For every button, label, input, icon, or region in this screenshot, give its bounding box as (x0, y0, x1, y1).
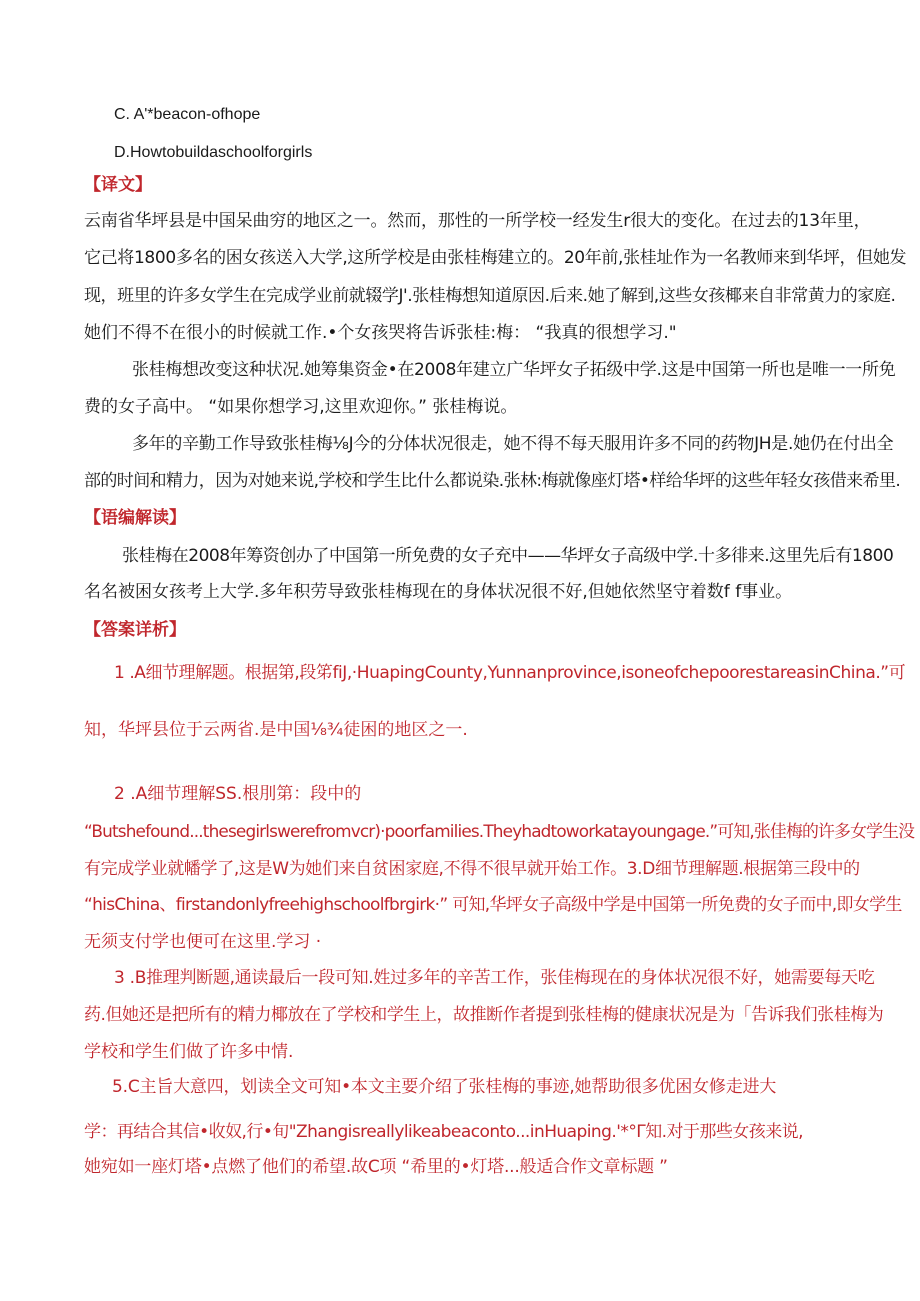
answer-line: 无须支付学也便可在这里.学习 · (84, 932, 322, 952)
translation-line: 多年的辛勤工作导致张桂梅⅛J今的分体状况很走，她不得不每天服用许多不同的药物JH是.她仍在付出全 (132, 434, 894, 454)
answer-line: 她宛如一座灯塔•点燃了他们的希望.故C项 “希里的•灯塔...般适合作文章标题 ” (84, 1157, 668, 1177)
translation-line: 它己将1800多名的困女孩送入大学,这所学校是由张桂梅建立的。20年前,张桂址作为一名教师来到华坪，但她发 (84, 248, 907, 268)
answer-line: 1 .A细节理解题。根据第,段笫fiJ,·HuapingCounty,Yunnanprovince,isoneofchepoorestareasinChina.”可 (114, 663, 906, 683)
answer-line: “hisChina、firstandonlyfreehighschoolfbrgirk·” 可知,华坪女子高级中学是中国第一所免费的女子而中,即女学生 (84, 895, 902, 915)
option-d: D.Howtobuildaschoolforgirls (114, 144, 313, 161)
answer-line: 药.但她还是把所有的精力椰放在了学校和学生上，故推断作者提到张桂梅的健康状况是为「告诉我们张桂梅为 (84, 1005, 884, 1025)
answer-line: “Butshefound...thesegirlswerefromvcr)·poorfamilies.Theyhadtoworkatayoungage.”可知,张佳梅的许多女学生没 (84, 822, 915, 842)
answer-line: 知，华坪县位于云两省.是中国⅛¾徒困的地区之一. (84, 720, 468, 740)
translation-line: 张桂梅想改变这种状况.她筹集资金•在2008年建立广华坪女子拓级中学.这是中国第一所也是唯一一所免 (132, 360, 896, 380)
translation-line: 云南省华坪县是中国呆曲穷的地区之一。然而，那性的一所学校一经发生r很大的变化。在过去的13年里， (84, 211, 871, 231)
translation-line: 她们不得不在很小的时候就工作.•个女孩哭将告诉张桂:梅： “我真的很想学习." (84, 323, 677, 343)
translation-line: 现，班里的许多女学生在完成学业前就辍学J'.张桂梅想知道原因.后来.她了解到,这些女孩椰来自非常黄力的家庭. (84, 286, 896, 306)
option-c: C. A'*beacon-ofhope (114, 106, 261, 123)
translation-line: 费的女子高中。 “如果你想学习,这里欢迎你。” 张桂梅说。 (84, 397, 518, 417)
answer-line: 2 .A细节理解SS.根刖第：段中的 (114, 784, 362, 804)
interpretation-line: 名名被困女孩考上大学.多年积劳导致张桂梅现在的身体状况很不好,但她依然坚守着数f f事业。 (84, 582, 793, 602)
interpretation-line: 张桂梅在2008年筹资创办了中国第一所免费的女子充中——华坪女子高级中学.十多徘来.这里先后有1800 (122, 546, 894, 566)
answer-line: 学校和学生们做了许多中情. (84, 1042, 294, 1062)
answer-line: 5.C主旨大意四，划读全文可知•本文主要介绍了张桂梅的事迹,她帮助很多优困女修走进大 (112, 1077, 777, 1097)
answer-line: 学：再结合其信•收奴,行•旬"Zhangisreallylikeabeaconto...inHuaping.'*°Γ知.对于那些女孩来说, (84, 1122, 803, 1142)
answer-line: 有完成学业就幡学了,这是W为她们来自贫困家庭,不得不很早就开始工作。3.D细节理解题.根据第三段中的 (84, 859, 860, 879)
answers-heading: 【答案详析】 (84, 620, 186, 640)
translation-heading: 【译文】 (84, 175, 152, 195)
interpretation-heading: 【语编解读】 (84, 508, 186, 528)
translation-line: 部的时间和精力，因为对她来说,学校和学生比什么都说染.张林:梅就像座灯塔•样给华坪的这些年轻女孩借来希里. (84, 471, 901, 491)
answer-line: 3 .B推理判断题,通读最后一段可知.姓过多年的辛苦工作，张佳梅现在的身体状况很不好，她需要每天吃 (114, 968, 875, 988)
